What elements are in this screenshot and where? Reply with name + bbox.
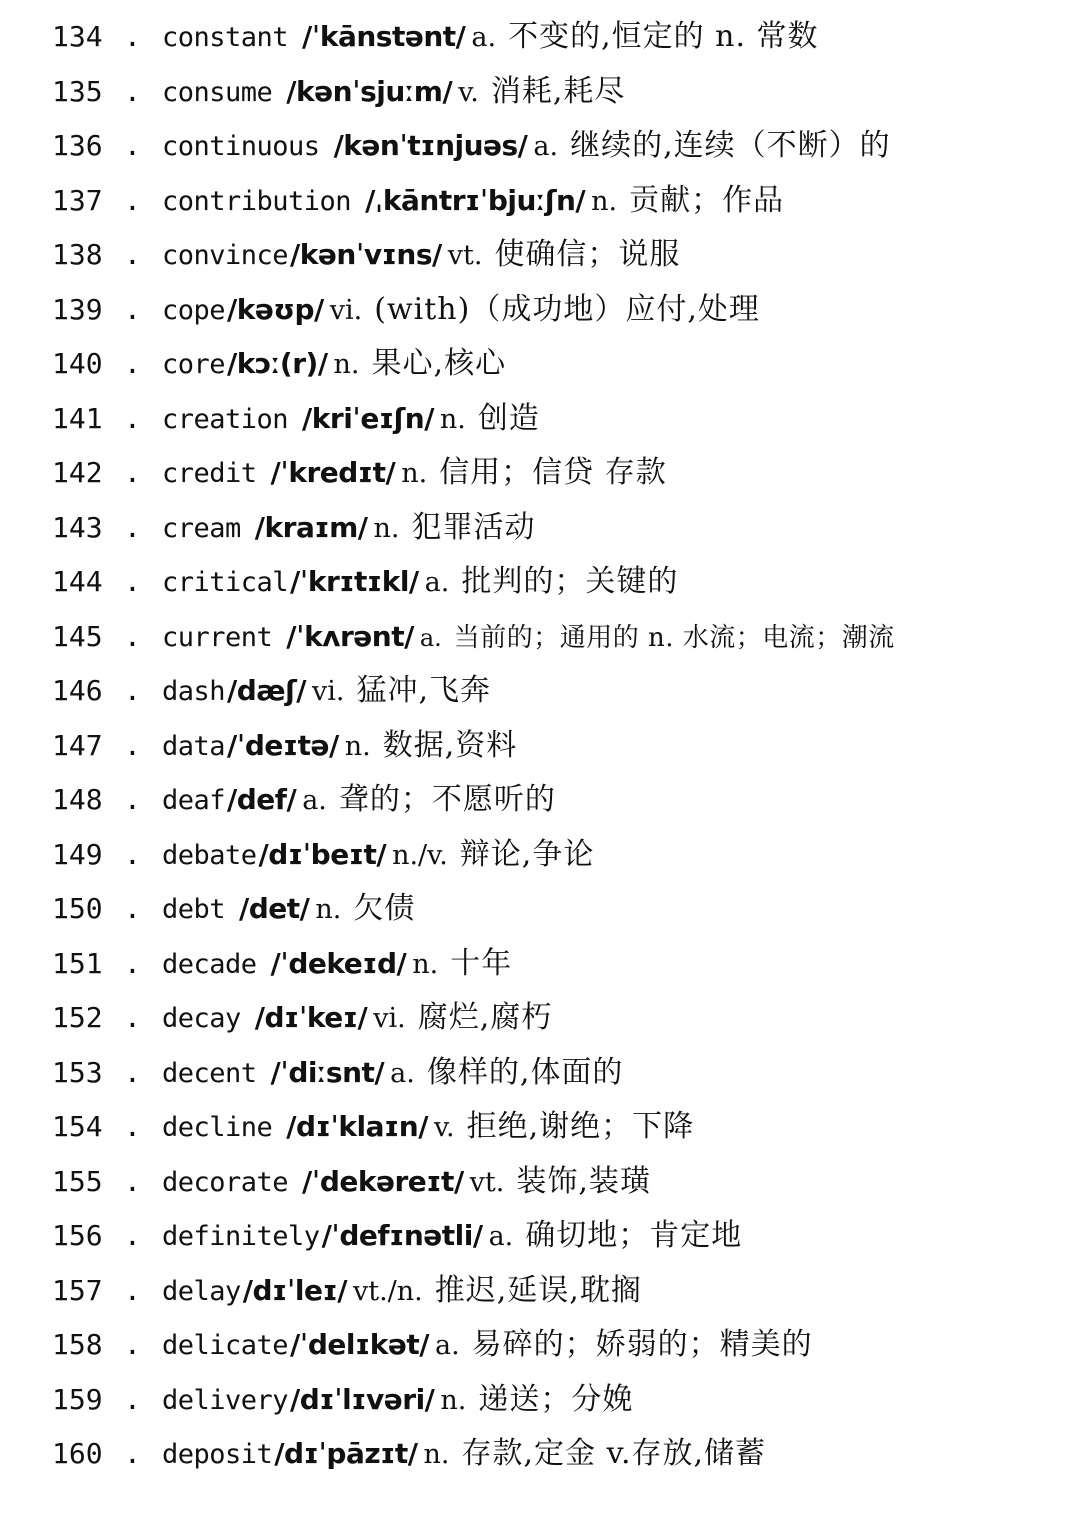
- vocab-entry: [0, 991, 1080, 1046]
- entry-separator: .: [124, 1382, 141, 1416]
- vocab-entry: [0, 119, 1080, 174]
- entry-content: [162, 1046, 623, 1106]
- entry-part-of-speech: vt.: [447, 240, 483, 271]
- entry-number: 149: [52, 837, 103, 871]
- vocab-entry: [0, 882, 1080, 937]
- entry-word: core: [162, 349, 226, 380]
- vocab-entry: [0, 174, 1080, 229]
- entry-meaning: 存款,定金 v.存放,储蓄: [461, 1436, 767, 1471]
- entry-number: 136: [52, 129, 103, 162]
- entry-part-of-speech: n.: [333, 349, 360, 380]
- entry-separator: .: [124, 674, 141, 707]
- entry-part-of-speech: n./v.: [392, 839, 448, 871]
- entry-number: 152: [52, 1001, 103, 1034]
- entry-number: 135: [52, 74, 103, 108]
- entry-part-of-speech: vt.: [469, 1166, 505, 1198]
- vocab-entry: [0, 501, 1080, 556]
- entry-word: critical: [162, 567, 289, 598]
- entry-part-of-speech: n.: [591, 185, 618, 217]
- entry-phonetic: /kɔː(r)/: [227, 347, 328, 380]
- entry-word: definitely: [162, 1221, 320, 1252]
- entry-content: [162, 1209, 742, 1269]
- entry-content: [162, 446, 667, 506]
- entry-word: consume: [162, 76, 273, 108]
- vocab-entry: [0, 773, 1080, 828]
- vocab-entry: [0, 828, 1080, 883]
- entry-separator: .: [124, 565, 141, 598]
- entry-word: decline: [162, 1112, 273, 1143]
- entry-separator: .: [124, 74, 141, 108]
- entry-phonetic: /dæʃ/: [227, 674, 306, 707]
- entry-part-of-speech: a.: [533, 131, 559, 162]
- entry-content: [162, 773, 556, 833]
- entry-phonetic: /ˈdelɪkət/: [290, 1328, 429, 1361]
- vocab-entry: [0, 10, 1080, 65]
- entry-word: deaf: [162, 785, 226, 816]
- entry-separator: .: [124, 1437, 141, 1470]
- vocab-entry: [0, 937, 1080, 992]
- entry-number: 141: [52, 401, 103, 435]
- entry-content: [162, 228, 680, 288]
- entry-content: [162, 65, 625, 125]
- entry-number: 134: [52, 20, 103, 53]
- entry-number: 158: [52, 1328, 103, 1361]
- entry-number: 155: [52, 1164, 103, 1198]
- entry-phonetic: /kəʊp/: [227, 292, 324, 326]
- entry-number: 148: [52, 783, 103, 816]
- entry-meaning: 递送；分娩: [478, 1381, 634, 1417]
- entry-phonetic: /ˈdekeɪd/: [270, 946, 407, 980]
- entry-meaning: 辩论,争论: [459, 836, 595, 872]
- entry-word: delicate: [162, 1330, 289, 1361]
- entry-separator: .: [124, 347, 141, 380]
- entry-separator: .: [124, 1055, 141, 1089]
- entry-part-of-speech: a.: [434, 1330, 460, 1361]
- entry-separator: .: [124, 183, 141, 217]
- entry-word: debt: [162, 894, 226, 925]
- vocab-entry: [0, 610, 1080, 665]
- entry-phonetic: /dɪˈlɪvəri/: [290, 1382, 435, 1416]
- entry-separator: .: [124, 1164, 141, 1198]
- entry-word: debate: [162, 839, 257, 871]
- entry-content: [162, 1264, 642, 1324]
- entry-phonetic: /ˈdefɪnətli/: [321, 1219, 483, 1252]
- entry-number: 143: [52, 510, 103, 544]
- entry-separator: .: [124, 292, 141, 326]
- entry-word: convince: [162, 240, 289, 271]
- vocab-entry: [0, 555, 1080, 610]
- entry-phonetic: /dɪˈbeɪt/: [258, 837, 387, 871]
- entry-phonetic: /kənˈsjuːm/: [286, 74, 453, 108]
- entry-meaning: 聋的；不愿听的: [338, 782, 556, 817]
- entry-phonetic: /kraɪm/: [254, 510, 368, 544]
- entry-phonetic: /ˈkrɪtɪkl/: [290, 565, 419, 598]
- entry-meaning: 推迟,延误,耽搁: [434, 1272, 642, 1308]
- vocabulary-list: [0, 10, 1080, 1482]
- entry-part-of-speech: a.: [488, 1221, 514, 1252]
- entry-meaning: 腐烂,腐朽: [417, 1000, 553, 1035]
- entry-meaning: 消耗,耗尽: [490, 73, 626, 109]
- entry-number: 145: [52, 619, 103, 653]
- entry-phonetic: /ˈkʌrənt/: [286, 619, 414, 653]
- vocab-entry: [0, 1046, 1080, 1101]
- entry-part-of-speech: a.: [419, 623, 442, 652]
- entry-number: 157: [52, 1273, 103, 1307]
- entry-word: current: [162, 621, 273, 653]
- entry-phonetic: /def/: [227, 783, 297, 816]
- entry-number: 139: [52, 292, 103, 326]
- entry-word: credit: [162, 458, 257, 489]
- entry-meaning: 信用；信贷 存款: [439, 455, 667, 490]
- entry-phonetic: /dɪˈpāzɪt/: [274, 1437, 418, 1470]
- entry-word: delivery: [162, 1384, 289, 1416]
- entry-word: contribution: [162, 185, 352, 217]
- vocab-entry: [0, 228, 1080, 283]
- entry-number: 159: [52, 1382, 103, 1416]
- entry-content: [162, 10, 819, 70]
- entry-meaning: 犯罪活动: [411, 509, 536, 545]
- entry-meaning: 装饰,装璜: [516, 1163, 651, 1199]
- entry-part-of-speech: vt./n.: [352, 1275, 423, 1307]
- entry-phonetic: /ˈdiːsnt/: [270, 1055, 385, 1089]
- entry-phonetic: /ˈdekəreɪt/: [302, 1164, 464, 1198]
- entry-word: data: [162, 730, 226, 762]
- vocab-entry: [0, 337, 1080, 392]
- entry-separator: .: [124, 456, 141, 489]
- entry-word: deposit: [162, 1439, 273, 1470]
- entry-number: 160: [52, 1437, 103, 1470]
- entry-phonetic: /ˌkāntrɪˈbjuːʃn/: [365, 183, 586, 217]
- entry-content: [162, 555, 678, 615]
- vocab-entry: [0, 446, 1080, 501]
- vocab-entry: [0, 664, 1080, 719]
- entry-meaning: 易碎的；娇弱的；精美的: [471, 1327, 813, 1362]
- entry-content: [162, 283, 760, 343]
- entry-meaning: 拒绝,谢绝；下降: [466, 1109, 695, 1144]
- vocab-entry: [0, 1264, 1080, 1319]
- entry-number: 154: [52, 1110, 103, 1143]
- entry-phonetic: /dɪˈkeɪ/: [254, 1001, 368, 1034]
- vocab-entry: [0, 1318, 1080, 1373]
- entry-separator: .: [124, 401, 141, 435]
- entry-word: cope: [162, 294, 226, 326]
- vocab-entry: [0, 1427, 1080, 1482]
- entry-meaning: 不变的,恒定的 n. 常数: [508, 19, 819, 54]
- entry-separator: .: [124, 892, 141, 925]
- entry-meaning: 继续的,连续（不断）的: [570, 128, 891, 163]
- entry-phonetic: /ˈkānstənt/: [302, 20, 466, 53]
- entry-part-of-speech: a.: [390, 1057, 415, 1089]
- entry-meaning: 数据,资料: [382, 727, 518, 763]
- entry-meaning: (with)（成功地）应付,处理: [374, 291, 760, 327]
- entry-meaning: 果心,核心: [371, 346, 507, 381]
- entry-content: [162, 1318, 813, 1378]
- entry-content: [162, 1100, 694, 1160]
- entry-part-of-speech: v.: [433, 1112, 455, 1143]
- entry-part-of-speech: a.: [424, 567, 450, 598]
- entry-separator: .: [124, 1328, 141, 1361]
- entry-separator: .: [124, 1001, 141, 1034]
- entry-separator: .: [124, 510, 141, 544]
- vocab-entry: [0, 1100, 1080, 1155]
- entry-meaning: 创造: [477, 400, 540, 436]
- entry-part-of-speech: n.: [401, 458, 428, 489]
- entry-word: continuous: [162, 131, 320, 162]
- entry-content: [162, 882, 415, 942]
- entry-separator: .: [124, 728, 141, 762]
- entry-part-of-speech: a.: [302, 785, 327, 816]
- entry-part-of-speech: n.: [412, 948, 439, 980]
- entry-meaning: 欠债: [353, 891, 416, 926]
- entry-word: cream: [162, 512, 241, 544]
- entry-phonetic: /kriˈeɪʃn/: [302, 401, 434, 435]
- entry-separator: .: [124, 20, 141, 53]
- entry-part-of-speech: n.: [344, 730, 371, 762]
- entry-separator: .: [124, 783, 141, 816]
- entry-content: [162, 828, 594, 888]
- entry-meaning: 确切地；肯定地: [525, 1218, 743, 1253]
- entry-number: 147: [52, 728, 103, 762]
- entry-meaning: 像样的,体面的: [426, 1054, 624, 1090]
- vocab-entry: [0, 1373, 1080, 1428]
- entry-content: [162, 1155, 651, 1215]
- entry-content: [162, 664, 491, 724]
- entry-part-of-speech: vi.: [329, 294, 363, 326]
- entry-part-of-speech: vi.: [373, 1003, 406, 1034]
- vocab-entry: [0, 1155, 1080, 1210]
- entry-meaning: 使确信；说服: [494, 237, 681, 272]
- vocab-entry: [0, 65, 1080, 120]
- entry-content: [162, 719, 517, 779]
- entry-meaning: 猛冲,飞奔: [356, 673, 492, 708]
- entry-meaning: 十年: [450, 945, 513, 981]
- entry-separator: .: [124, 619, 141, 653]
- vocab-entry: [0, 392, 1080, 447]
- entry-meaning: 贡献；作品: [629, 182, 785, 218]
- entry-word: decade: [162, 948, 257, 980]
- entry-number: 156: [52, 1219, 103, 1252]
- entry-meaning: 批判的；关键的: [461, 564, 679, 599]
- entry-phonetic: /dɪˈleɪ/: [242, 1273, 347, 1307]
- entry-content: [162, 610, 895, 670]
- entry-part-of-speech: n.: [439, 403, 466, 435]
- entry-separator: .: [124, 946, 141, 980]
- entry-phonetic: /ˈdeɪtə/: [227, 728, 339, 762]
- entry-number: 146: [52, 674, 103, 707]
- entry-word: decay: [162, 1003, 241, 1034]
- entry-word: creation: [162, 403, 289, 435]
- entry-part-of-speech: n.: [315, 894, 342, 925]
- entry-phonetic: /kənˈvɪns/: [290, 238, 442, 271]
- entry-separator: .: [124, 1273, 141, 1307]
- vocab-entry: [0, 283, 1080, 338]
- vocab-entry: [0, 1209, 1080, 1264]
- entry-content: [162, 501, 536, 561]
- entry-number: 151: [52, 946, 103, 980]
- vocab-entry: [0, 719, 1080, 774]
- entry-content: [162, 174, 784, 234]
- entry-content: [162, 119, 891, 179]
- entry-separator: .: [124, 238, 141, 271]
- entry-separator: .: [124, 837, 141, 871]
- entry-content: [162, 991, 552, 1051]
- entry-part-of-speech: n.: [440, 1384, 467, 1416]
- entry-separator: .: [124, 129, 141, 162]
- entry-part-of-speech: a.: [471, 22, 497, 53]
- entry-part-of-speech: vi.: [312, 676, 345, 707]
- entry-word: constant: [162, 22, 289, 53]
- entry-content: [162, 392, 540, 452]
- entry-phonetic: /ˈkredɪt/: [270, 456, 396, 489]
- entry-number: 144: [52, 565, 103, 598]
- entry-phonetic: /dɪˈklaɪn/: [286, 1110, 428, 1143]
- entry-content: [162, 1373, 633, 1433]
- entry-word: dash: [162, 676, 226, 707]
- entry-word: decorate: [162, 1166, 289, 1198]
- entry-meaning: 当前的；通用的 n. 水流；电流；潮流: [453, 622, 895, 653]
- entry-phonetic: /det/: [239, 892, 310, 925]
- entry-separator: .: [124, 1219, 141, 1252]
- entry-separator: .: [124, 1110, 141, 1143]
- entry-number: 142: [52, 456, 103, 489]
- entry-number: 150: [52, 892, 103, 925]
- entry-content: [162, 937, 512, 997]
- entry-part-of-speech: n.: [373, 512, 400, 544]
- entry-phonetic: /kənˈtɪnjuəs/: [333, 129, 528, 162]
- entry-content: [162, 337, 506, 397]
- entry-part-of-speech: n.: [423, 1439, 450, 1470]
- entry-content: [162, 1427, 766, 1487]
- entry-number: 153: [52, 1055, 103, 1089]
- entry-number: 138: [52, 238, 103, 271]
- entry-number: 137: [52, 183, 103, 217]
- entry-part-of-speech: v.: [458, 76, 479, 108]
- entry-number: 140: [52, 347, 103, 380]
- entry-word: delay: [162, 1275, 241, 1307]
- entry-word: decent: [162, 1057, 257, 1089]
